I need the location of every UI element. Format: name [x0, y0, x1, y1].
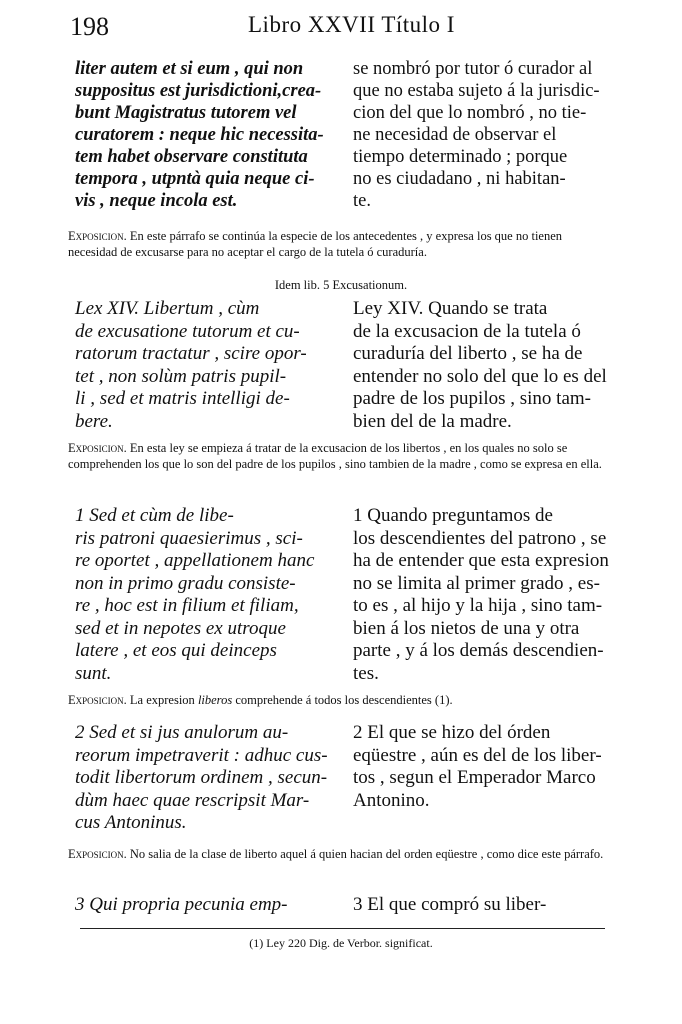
text-line: sed et in nepotes ex utroque [75, 617, 286, 639]
text-line: eqüestre , aún es del de los liber- [353, 744, 602, 766]
lex-xiv-spanish [353, 298, 611, 433]
text-line: li , sed et matris intelligi de- [75, 388, 290, 409]
footnote: (1) Ley 220 Dig. de Verbor. significat. [249, 936, 433, 950]
text-line: entender no solo del que lo es del [353, 365, 607, 387]
text-line: tem habet observare constituta [75, 147, 308, 167]
lex-xiv-latin [75, 298, 330, 433]
text-line: non in primo gradu consiste- [75, 572, 296, 594]
text-line: suppositus est jurisdictioni,crea- [75, 81, 322, 101]
spanish-continuation [353, 58, 611, 212]
exposition-text: No salia de la clase de liberto aquel á quien hacian del orden eqüestre , como dice este párrafo. [129, 847, 604, 861]
text-line: cion del que lo nombró , no tie- [353, 103, 587, 123]
running-title: Libro XXVII Título I [248, 12, 455, 37]
paragraph-3-spanish [353, 894, 611, 917]
paragraph-1-latin [75, 505, 330, 685]
page-header [70, 12, 610, 44]
text-line: re , hoc est in filium et filiam, [75, 595, 299, 616]
text-line: curatorem : neque hic necessita- [75, 125, 324, 145]
exposition-label: Exposicion. [68, 229, 127, 243]
page-number: 198 [70, 12, 109, 41]
text-line: 3 El que compró su liber- [353, 894, 547, 915]
text-line: bien del de la madre. [353, 410, 512, 432]
text-line: te. [353, 191, 371, 211]
paragraph-2-spanish [353, 722, 611, 812]
text-line: que no estaba sujeto á la jurisdic- [353, 81, 600, 101]
exposition-label: Exposicion. [68, 693, 127, 707]
text-line: latere , et eos qui deinceps [75, 640, 277, 661]
text-line: 3 Qui propria pecunia emp- [75, 894, 288, 915]
exposition-label: Exposicion. [68, 847, 127, 861]
text-line: Antonino. [353, 789, 430, 811]
text-line: 1 Quando preguntamos de [353, 505, 553, 526]
text-line: de la excusacion de la tutela ó [353, 320, 581, 342]
text-line: to es , al hijo y la hija , sino tam- [353, 595, 603, 616]
text-line: curaduría del liberto , se ha de [353, 343, 583, 364]
text-line: bere. [75, 410, 113, 432]
exposition-text: En este párrafo se continúa la especie de los antecedentes , y expresa los que no tienen necesidad de excusarse para no aceptar el cargo de la tutela ó curaduría. [68, 229, 563, 259]
text-line: liter autem et si eum , qui non [75, 59, 304, 79]
exposition-3 [68, 692, 613, 708]
text-line: sunt. [75, 662, 112, 684]
text-line: no se limita al primer grado , es- [353, 572, 600, 594]
text-line: reorum impetraverit : adhuc cus- [75, 744, 328, 766]
text-line: Lex XIV. Libertum , cùm [75, 298, 260, 319]
text-line: bunt Magistratus tutorem vel [75, 103, 297, 123]
text-line: cus Antoninus. [75, 812, 187, 833]
exposition-italic-word: liberos [197, 693, 233, 707]
paragraph-3-latin [75, 894, 330, 917]
text-line: de excusatione tutorum et cu- [75, 320, 300, 342]
latin-continuation [75, 58, 330, 212]
text-line: 1 Sed et cùm de libe- [75, 505, 234, 526]
exposition-text: La expresion [129, 693, 195, 707]
text-line: 2 El que se hizo del órden [353, 722, 551, 743]
text-line: tempora , utpntà quia neque ci- [75, 169, 315, 189]
paragraph-2-latin [75, 722, 330, 835]
text-line: ratorum tractatur , scire opor- [75, 343, 307, 364]
text-line: ris patroni quaesierimus , sci- [75, 527, 303, 549]
text-line: dùm haec quae rescripsit Mar- [75, 789, 310, 811]
text-line: tes. [353, 662, 379, 684]
exposition-label: Exposicion. [68, 441, 127, 455]
text-line: ne necesidad de observar el [353, 125, 557, 145]
text-line: los descendientes del patrono , se [353, 527, 607, 549]
text-line: ha de entender que esta expresion [353, 550, 609, 571]
paragraph-1-spanish [353, 505, 611, 685]
text-line: no es ciudadano , ni habitan- [353, 169, 566, 189]
text-line: tos , segun el Emperador Marco [353, 767, 596, 788]
text-line: re oportet , appellationem hanc [75, 550, 315, 571]
footnote-rule [80, 928, 605, 929]
text-line: se nombró por tutor ó curador al [353, 59, 593, 79]
text-line: tiempo determinado ; porque [353, 147, 568, 167]
text-line: padre de los pupilos , sino tam- [353, 388, 591, 409]
text-line: vis , neque incola est. [75, 191, 238, 211]
exposition-1 [68, 228, 613, 260]
exposition-text: comprehende á todos los descendientes (1). [235, 693, 453, 707]
text-line: bien á los nietos de una y otra [353, 617, 580, 639]
exposition-text: En esta ley se empieza á tratar de la excusacion de los libertos , en los quales no solo se comprehenden los que lo son del padre de los pupilos , sino tambien de la madre , como se expresa en ella. [68, 441, 602, 471]
text-line: parte , y á los demás descendien- [353, 640, 604, 661]
text-line: Ley XIV. Quando se trata [353, 298, 548, 319]
text-line: 2 Sed et si jus anulorum au- [75, 722, 289, 743]
text-line: tet , non solùm patris pupil- [75, 365, 287, 387]
source-citation: Idem lib. 5 Excusationum. [274, 278, 408, 292]
exposition-2 [68, 440, 613, 472]
exposition-4 [68, 846, 613, 862]
text-line: todit libertorum ordinem , secun- [75, 767, 328, 788]
